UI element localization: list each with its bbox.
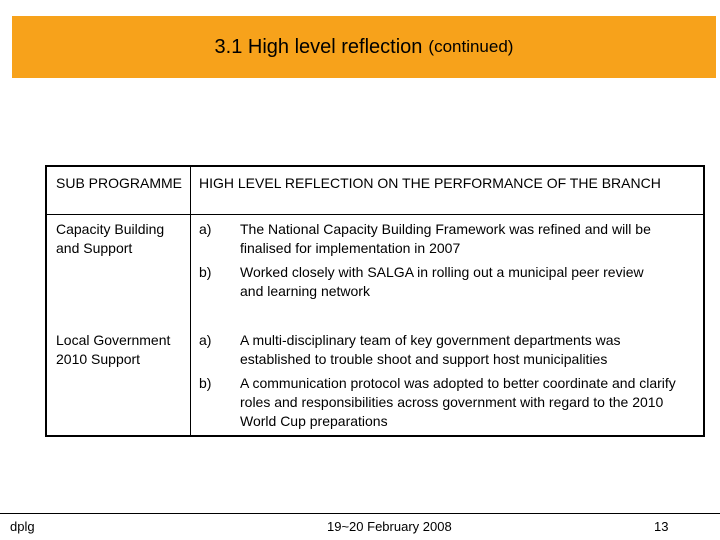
footer-page-number: 13 [654, 519, 669, 534]
row-1-item-a-text: The National Capacity Building Framework was refined and will be finalised for implementation in 2007 [240, 221, 651, 256]
row-1-item-a-label: a) [199, 221, 212, 237]
row-1-item-b-text: Worked closely with SALGA in rolling out a municipal peer review and learning network [240, 264, 644, 299]
column-divider [190, 167, 191, 435]
slide-subtitle: (continued) [428, 37, 514, 56]
row-2-programme: Local Government 2010 Support [56, 332, 171, 367]
footer-divider [0, 513, 720, 514]
row-2-item-a-label: a) [199, 332, 212, 348]
row-1-programme: Capacity Building and Support [56, 221, 165, 256]
title-bar [12, 16, 716, 78]
header-sub-programme: SUB PROGRAMME [56, 175, 183, 191]
row-1-item-b-label: b) [199, 264, 212, 280]
reflection-table [45, 165, 705, 437]
row-2-item-b-text: A communication protocol was adopted to better coordinate and clarify roles and responsibilities across government with regard to the 2010 World Cup preparations [240, 375, 676, 429]
table-header-row [47, 167, 703, 215]
header-reflection: HIGH LEVEL REFLECTION ON THE PERFORMANCE OF THE BRANCH [199, 175, 661, 191]
footer-org: dplg [10, 519, 35, 534]
slide-title: 3.1 High level reflection [214, 35, 423, 58]
row-2-item-b-label: b) [199, 375, 212, 391]
footer-date: 19~20 February 2008 [327, 519, 452, 534]
row-2-item-a-text: A multi-disciplinary team of key government departments was established to trouble shoot and support host municipalities [240, 332, 621, 367]
